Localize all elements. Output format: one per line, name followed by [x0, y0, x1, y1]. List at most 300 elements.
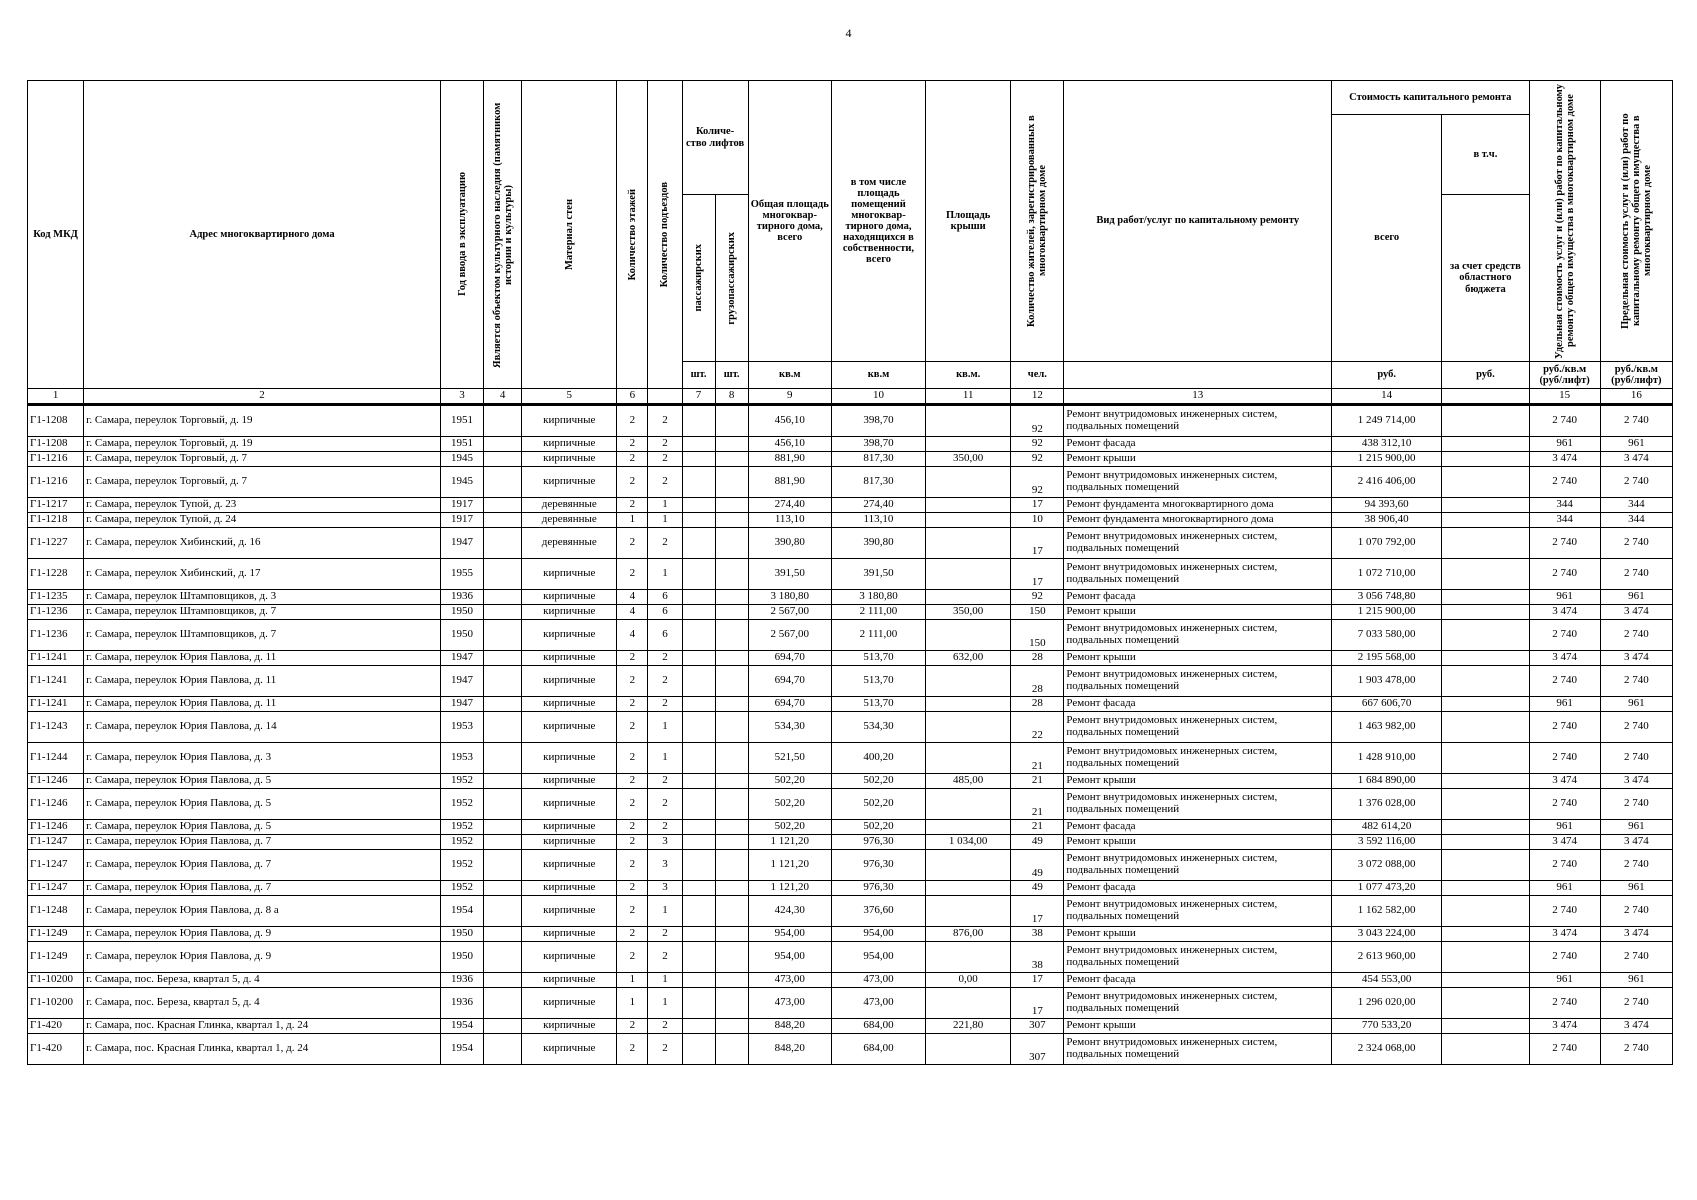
cell-address: г. Самара, переулок Юрия Павлова, д. 7	[84, 881, 441, 896]
cell-work-type: Ремонт внутридомовых инженерных систем, подвальных помещений	[1064, 528, 1332, 559]
cell-total-area: 424,30	[748, 896, 831, 927]
cell-lifts-cargo	[715, 896, 748, 927]
cell-owned-area: 274,40	[831, 498, 925, 513]
cell-floors: 2	[617, 743, 648, 774]
cell-material: кирпичные	[522, 988, 617, 1019]
cell-cost-total: 454 553,00	[1332, 973, 1442, 988]
cell-lifts-cargo	[715, 528, 748, 559]
cell-cost-regional	[1442, 820, 1529, 835]
cell-roof-area	[926, 697, 1011, 712]
cell-cost-total: 1 162 582,00	[1332, 896, 1442, 927]
table-row	[28, 528, 1673, 559]
cell-residents: 22	[1011, 712, 1064, 743]
cell-unit-cost: 2 740	[1529, 712, 1600, 743]
cell-owned-area: 502,20	[831, 820, 925, 835]
cell-unit-cost: 344	[1529, 498, 1600, 513]
cell-lifts-cargo	[715, 697, 748, 712]
cell-roof-area: 350,00	[926, 605, 1011, 620]
header-unit-cost: Удельная стоимость услуг и (или) работ по капитальному ремонту общего имущества в многоквартирном доме	[1529, 81, 1600, 362]
header-cost-total: всего	[1332, 115, 1442, 362]
column-number: 5	[522, 389, 617, 405]
cell-lifts-cargo	[715, 789, 748, 820]
cell-cost-regional	[1442, 1034, 1529, 1065]
cell-unit-cost: 2 740	[1529, 896, 1600, 927]
column-number: 2	[84, 389, 441, 405]
cell-unit-cost: 344	[1529, 513, 1600, 528]
cell-residents: 92	[1011, 467, 1064, 498]
cell-work-type: Ремонт фасада	[1064, 820, 1332, 835]
cell-address: г. Самара, переулок Торговый, д. 7	[84, 467, 441, 498]
cell-floors: 2	[617, 942, 648, 973]
cell-total-area: 1 121,20	[748, 835, 831, 850]
table-row	[28, 927, 1673, 942]
cell-heritage	[484, 697, 522, 712]
cell-max-cost: 2 740	[1600, 405, 1672, 437]
cell-residents: 28	[1011, 666, 1064, 697]
cell-total-area: 694,70	[748, 651, 831, 666]
cell-residents: 49	[1011, 835, 1064, 850]
cell-code: Г1-1235	[28, 590, 84, 605]
cell-heritage	[484, 927, 522, 942]
cell-code: Г1-1249	[28, 927, 84, 942]
cell-lifts-pass	[682, 651, 715, 666]
cell-owned-area: 513,70	[831, 651, 925, 666]
cell-address: г. Самара, переулок Юрия Павлова, д. 3	[84, 743, 441, 774]
cell-heritage	[484, 605, 522, 620]
column-number: 3	[440, 389, 483, 405]
cell-max-cost: 961	[1600, 590, 1672, 605]
cell-material: кирпичные	[522, 774, 617, 789]
cell-unit-cost: 3 474	[1529, 452, 1600, 467]
cell-heritage	[484, 774, 522, 789]
cell-material: кирпичные	[522, 437, 617, 452]
cell-owned-area: 3 180,80	[831, 590, 925, 605]
cell-roof-area	[926, 988, 1011, 1019]
cell-entrances: 2	[648, 437, 682, 452]
cell-lifts-pass	[682, 590, 715, 605]
cell-code: Г1-1247	[28, 881, 84, 896]
cell-lifts-cargo	[715, 467, 748, 498]
cell-residents: 49	[1011, 881, 1064, 896]
cell-roof-area	[926, 620, 1011, 651]
cell-code: Г1-420	[28, 1034, 84, 1065]
cell-heritage	[484, 467, 522, 498]
cell-roof-area	[926, 467, 1011, 498]
cell-unit-cost: 2 740	[1529, 405, 1600, 437]
cell-cost-regional	[1442, 712, 1529, 743]
cell-work-type: Ремонт внутридомовых инженерных систем, подвальных помещений	[1064, 1034, 1332, 1065]
cell-total-area: 1 121,20	[748, 881, 831, 896]
cell-lifts-pass	[682, 513, 715, 528]
cell-cost-regional	[1442, 590, 1529, 605]
cell-cost-total: 438 312,10	[1332, 437, 1442, 452]
cell-floors: 2	[617, 559, 648, 590]
cell-entrances: 3	[648, 835, 682, 850]
cell-lifts-cargo	[715, 835, 748, 850]
unit-pcs: шт.	[715, 362, 748, 389]
cell-max-cost: 2 740	[1600, 528, 1672, 559]
cell-address: г. Самара, переулок Юрия Павлова, д. 8 а	[84, 896, 441, 927]
cell-roof-area	[926, 405, 1011, 437]
cell-work-type: Ремонт фасада	[1064, 973, 1332, 988]
cell-max-cost: 2 740	[1600, 467, 1672, 498]
cell-code: Г1-1227	[28, 528, 84, 559]
cell-owned-area: 684,00	[831, 1034, 925, 1065]
cell-year: 1953	[440, 743, 483, 774]
cell-work-type: Ремонт фундамента многоквартирного дома	[1064, 498, 1332, 513]
unit-rub: руб.	[1442, 362, 1529, 389]
cell-entrances: 3	[648, 850, 682, 881]
page-number: 4	[845, 26, 852, 40]
cell-max-cost: 3 474	[1600, 774, 1672, 789]
cell-floors: 1	[617, 988, 648, 1019]
cell-cost-regional	[1442, 437, 1529, 452]
cell-cost-regional	[1442, 513, 1529, 528]
cell-roof-area: 876,00	[926, 927, 1011, 942]
cell-cost-total: 1 376 028,00	[1332, 789, 1442, 820]
cell-floors: 2	[617, 712, 648, 743]
cell-cost-total: 667 606,70	[1332, 697, 1442, 712]
cell-lifts-cargo	[715, 605, 748, 620]
cell-lifts-pass	[682, 881, 715, 896]
cell-work-type: Ремонт внутридомовых инженерных систем, подвальных помещений	[1064, 405, 1332, 437]
cell-owned-area: 473,00	[831, 973, 925, 988]
cell-year: 1950	[440, 605, 483, 620]
cell-lifts-pass	[682, 774, 715, 789]
cell-entrances: 2	[648, 405, 682, 437]
cell-cost-total: 770 533,20	[1332, 1019, 1442, 1034]
cell-max-cost: 3 474	[1600, 452, 1672, 467]
cell-code: Г1-1218	[28, 513, 84, 528]
cell-code: Г1-1208	[28, 405, 84, 437]
cell-residents: 21	[1011, 789, 1064, 820]
table-row	[28, 498, 1673, 513]
cell-cost-regional	[1442, 774, 1529, 789]
unit-m2: кв.м	[748, 362, 831, 389]
cell-cost-total: 2 324 068,00	[1332, 1034, 1442, 1065]
cell-year: 1947	[440, 528, 483, 559]
cell-work-type: Ремонт внутридомовых инженерных систем, подвальных помещений	[1064, 850, 1332, 881]
cell-total-area: 3 180,80	[748, 590, 831, 605]
cell-unit-cost: 2 740	[1529, 467, 1600, 498]
cell-floors: 2	[617, 651, 648, 666]
cell-lifts-cargo	[715, 651, 748, 666]
cell-cost-total: 3 592 116,00	[1332, 835, 1442, 850]
cell-year: 1947	[440, 651, 483, 666]
cell-total-area: 1 121,20	[748, 850, 831, 881]
cell-cost-total: 7 033 580,00	[1332, 620, 1442, 651]
cell-heritage	[484, 590, 522, 605]
column-number: 12	[1011, 389, 1064, 405]
cell-unit-cost: 2 740	[1529, 559, 1600, 590]
cell-floors: 2	[617, 697, 648, 712]
cell-roof-area	[926, 666, 1011, 697]
cell-floors: 2	[617, 881, 648, 896]
cell-address: г. Самара, переулок Торговый, д. 19	[84, 437, 441, 452]
cell-cost-regional	[1442, 651, 1529, 666]
cell-owned-area: 502,20	[831, 774, 925, 789]
cell-entrances: 6	[648, 620, 682, 651]
cell-code: Г1-1249	[28, 942, 84, 973]
cell-lifts-cargo	[715, 850, 748, 881]
cell-total-area: 848,20	[748, 1034, 831, 1065]
cell-lifts-cargo	[715, 1019, 748, 1034]
cell-material: деревянные	[522, 513, 617, 528]
cell-heritage	[484, 620, 522, 651]
header-work-type: Вид работ/услуг по капитальному ремонту	[1064, 81, 1332, 362]
cell-lifts-pass	[682, 605, 715, 620]
cell-address: г. Самара, пос. Береза, квартал 5, д. 4	[84, 973, 441, 988]
cell-residents: 92	[1011, 405, 1064, 437]
cell-lifts-pass	[682, 835, 715, 850]
cell-code: Г1-1236	[28, 620, 84, 651]
cell-cost-regional	[1442, 528, 1529, 559]
table-row	[28, 666, 1673, 697]
cell-code: Г1-1216	[28, 467, 84, 498]
cell-heritage	[484, 881, 522, 896]
header-address: Адрес многоквартирного дома	[84, 81, 441, 389]
cell-lifts-pass	[682, 942, 715, 973]
cell-floors: 1	[617, 973, 648, 988]
cell-material: кирпичные	[522, 835, 617, 850]
cell-entrances: 6	[648, 605, 682, 620]
table-row	[28, 590, 1673, 605]
cell-year: 1947	[440, 697, 483, 712]
cell-cost-total: 1 249 714,00	[1332, 405, 1442, 437]
cell-unit-cost: 2 740	[1529, 620, 1600, 651]
cell-unit-cost: 961	[1529, 697, 1600, 712]
cell-work-type: Ремонт внутридомовых инженерных систем, подвальных помещений	[1064, 789, 1332, 820]
cell-lifts-pass	[682, 452, 715, 467]
cell-max-cost: 2 740	[1600, 666, 1672, 697]
cell-lifts-cargo	[715, 559, 748, 590]
cell-cost-regional	[1442, 942, 1529, 973]
cell-owned-area: 2 111,00	[831, 620, 925, 651]
cell-cost-total: 1 215 900,00	[1332, 452, 1442, 467]
cell-unit-cost: 3 474	[1529, 835, 1600, 850]
cell-max-cost: 2 740	[1600, 942, 1672, 973]
cell-entrances: 1	[648, 988, 682, 1019]
column-number-row	[28, 389, 1673, 405]
cell-heritage	[484, 498, 522, 513]
cell-entrances: 6	[648, 590, 682, 605]
cell-lifts-cargo	[715, 1034, 748, 1065]
header-cost: Стоимость капитального ремонта	[1332, 81, 1529, 115]
cell-max-cost: 3 474	[1600, 927, 1672, 942]
cell-floors: 2	[617, 835, 648, 850]
cell-entrances: 2	[648, 528, 682, 559]
cell-residents: 17	[1011, 973, 1064, 988]
cell-floors: 2	[617, 1019, 648, 1034]
cell-floors: 4	[617, 620, 648, 651]
cell-owned-area: 376,60	[831, 896, 925, 927]
cell-heritage	[484, 988, 522, 1019]
cell-entrances: 1	[648, 743, 682, 774]
cell-max-cost: 2 740	[1600, 789, 1672, 820]
cell-total-area: 473,00	[748, 973, 831, 988]
cell-cost-total: 94 393,60	[1332, 498, 1442, 513]
cell-year: 1952	[440, 835, 483, 850]
cell-max-cost: 3 474	[1600, 651, 1672, 666]
header-year: Год ввода в эксплуатацию	[440, 81, 483, 389]
cell-entrances: 2	[648, 1019, 682, 1034]
cell-lifts-pass	[682, 927, 715, 942]
cell-residents: 21	[1011, 774, 1064, 789]
table-row	[28, 605, 1673, 620]
cell-lifts-pass	[682, 712, 715, 743]
cell-floors: 2	[617, 774, 648, 789]
cell-code: Г1-1246	[28, 820, 84, 835]
table-row	[28, 881, 1673, 896]
cell-material: кирпичные	[522, 452, 617, 467]
cell-lifts-cargo	[715, 437, 748, 452]
table-row	[28, 452, 1673, 467]
cell-unit-cost: 2 740	[1529, 942, 1600, 973]
cell-lifts-cargo	[715, 774, 748, 789]
cell-owned-area: 817,30	[831, 467, 925, 498]
cell-year: 1955	[440, 559, 483, 590]
cell-year: 1950	[440, 620, 483, 651]
table-row	[28, 1034, 1673, 1065]
cell-address: г. Самара, переулок Юрия Павлова, д. 5	[84, 820, 441, 835]
cell-lifts-pass	[682, 1034, 715, 1065]
cell-total-area: 113,10	[748, 513, 831, 528]
cell-work-type: Ремонт внутридомовых инженерных систем, подвальных помещений	[1064, 467, 1332, 498]
cell-cost-regional	[1442, 927, 1529, 942]
cell-material: кирпичные	[522, 1019, 617, 1034]
cell-cost-total: 1 070 792,00	[1332, 528, 1442, 559]
cell-address: г. Самара, переулок Юрия Павлова, д. 11	[84, 651, 441, 666]
cell-address: г. Самара, переулок Юрия Павлова, д. 14	[84, 712, 441, 743]
cell-lifts-pass	[682, 620, 715, 651]
cell-lifts-cargo	[715, 666, 748, 697]
cell-material: кирпичные	[522, 620, 617, 651]
cell-owned-area: 473,00	[831, 988, 925, 1019]
cell-address: г. Самара, переулок Хибинский, д. 16	[84, 528, 441, 559]
unit-rub-m2: руб./кв.м (руб/лифт)	[1600, 362, 1672, 389]
cell-unit-cost: 2 740	[1529, 666, 1600, 697]
cell-max-cost: 2 740	[1600, 988, 1672, 1019]
cell-roof-area: 221,80	[926, 1019, 1011, 1034]
cell-unit-cost: 961	[1529, 590, 1600, 605]
cell-entrances: 2	[648, 1034, 682, 1065]
cell-roof-area	[926, 789, 1011, 820]
cell-unit-cost: 3 474	[1529, 651, 1600, 666]
table-row	[28, 820, 1673, 835]
cell-year: 1950	[440, 927, 483, 942]
cell-max-cost: 961	[1600, 973, 1672, 988]
cell-material: кирпичные	[522, 896, 617, 927]
cell-entrances: 2	[648, 697, 682, 712]
cell-owned-area: 976,30	[831, 835, 925, 850]
cell-year: 1947	[440, 666, 483, 697]
cell-floors: 4	[617, 590, 648, 605]
cell-cost-regional	[1442, 789, 1529, 820]
cell-floors: 2	[617, 666, 648, 697]
cell-year: 1950	[440, 942, 483, 973]
cell-entrances: 1	[648, 559, 682, 590]
cell-total-area: 694,70	[748, 697, 831, 712]
cell-unit-cost: 2 740	[1529, 988, 1600, 1019]
cell-lifts-pass	[682, 1019, 715, 1034]
cell-cost-regional	[1442, 559, 1529, 590]
cell-code: Г1-420	[28, 1019, 84, 1034]
cell-cost-total: 2 195 568,00	[1332, 651, 1442, 666]
cell-total-area: 881,90	[748, 467, 831, 498]
cell-code: Г1-1241	[28, 651, 84, 666]
cell-heritage	[484, 789, 522, 820]
cell-address: г. Самара, пос. Красная Глинка, квартал 1, д. 24	[84, 1019, 441, 1034]
cell-unit-cost: 2 740	[1529, 789, 1600, 820]
cell-entrances: 1	[648, 498, 682, 513]
cell-material: деревянные	[522, 528, 617, 559]
cell-owned-area: 684,00	[831, 1019, 925, 1034]
cell-cost-total: 3 056 748,80	[1332, 590, 1442, 605]
unit-pcs: шт.	[682, 362, 715, 389]
cell-entrances: 2	[648, 942, 682, 973]
cell-floors: 2	[617, 820, 648, 835]
cell-work-type: Ремонт фасада	[1064, 437, 1332, 452]
cell-total-area: 391,50	[748, 559, 831, 590]
capital-repair-table	[27, 80, 1673, 1065]
cell-lifts-cargo	[715, 927, 748, 942]
cell-max-cost: 344	[1600, 498, 1672, 513]
cell-total-area: 954,00	[748, 927, 831, 942]
header-max-cost: Предельная стоимость услуг и (или) работ по капитальному ремонту общего имущества в многоквартирном доме	[1600, 81, 1672, 362]
column-number: 4	[484, 389, 522, 405]
cell-cost-total: 1 428 910,00	[1332, 743, 1442, 774]
cell-lifts-cargo	[715, 405, 748, 437]
cell-work-type: Ремонт фундамента многоквартирного дома	[1064, 513, 1332, 528]
cell-total-area: 881,90	[748, 452, 831, 467]
cell-max-cost: 3 474	[1600, 1019, 1672, 1034]
cell-year: 1954	[440, 1019, 483, 1034]
cell-year: 1952	[440, 789, 483, 820]
cell-material: кирпичные	[522, 666, 617, 697]
cell-cost-regional	[1442, 988, 1529, 1019]
cell-cost-total: 1 296 020,00	[1332, 988, 1442, 1019]
table-row	[28, 712, 1673, 743]
cell-max-cost: 2 740	[1600, 559, 1672, 590]
cell-code: Г1-1208	[28, 437, 84, 452]
cell-entrances: 2	[648, 651, 682, 666]
cell-max-cost: 2 740	[1600, 620, 1672, 651]
cell-code: Г1-1236	[28, 605, 84, 620]
cell-entrances: 3	[648, 881, 682, 896]
cell-floors: 2	[617, 528, 648, 559]
cell-residents: 28	[1011, 697, 1064, 712]
cell-material: кирпичные	[522, 743, 617, 774]
header-total-area: Общая площадь многоквар- тирного дома, всего	[748, 81, 831, 362]
cell-heritage	[484, 850, 522, 881]
cell-work-type: Ремонт крыши	[1064, 1019, 1332, 1034]
cell-owned-area: 113,10	[831, 513, 925, 528]
cell-lifts-cargo	[715, 620, 748, 651]
cell-max-cost: 2 740	[1600, 712, 1672, 743]
cell-unit-cost: 3 474	[1529, 927, 1600, 942]
column-number: 8	[715, 389, 748, 405]
cell-year: 1954	[440, 896, 483, 927]
cell-work-type: Ремонт крыши	[1064, 651, 1332, 666]
cell-lifts-pass	[682, 666, 715, 697]
cell-roof-area	[926, 712, 1011, 743]
cell-owned-area: 2 111,00	[831, 605, 925, 620]
table-row	[28, 559, 1673, 590]
cell-total-area: 456,10	[748, 405, 831, 437]
column-number	[1442, 389, 1529, 405]
cell-work-type: Ремонт крыши	[1064, 452, 1332, 467]
table-row	[28, 774, 1673, 789]
